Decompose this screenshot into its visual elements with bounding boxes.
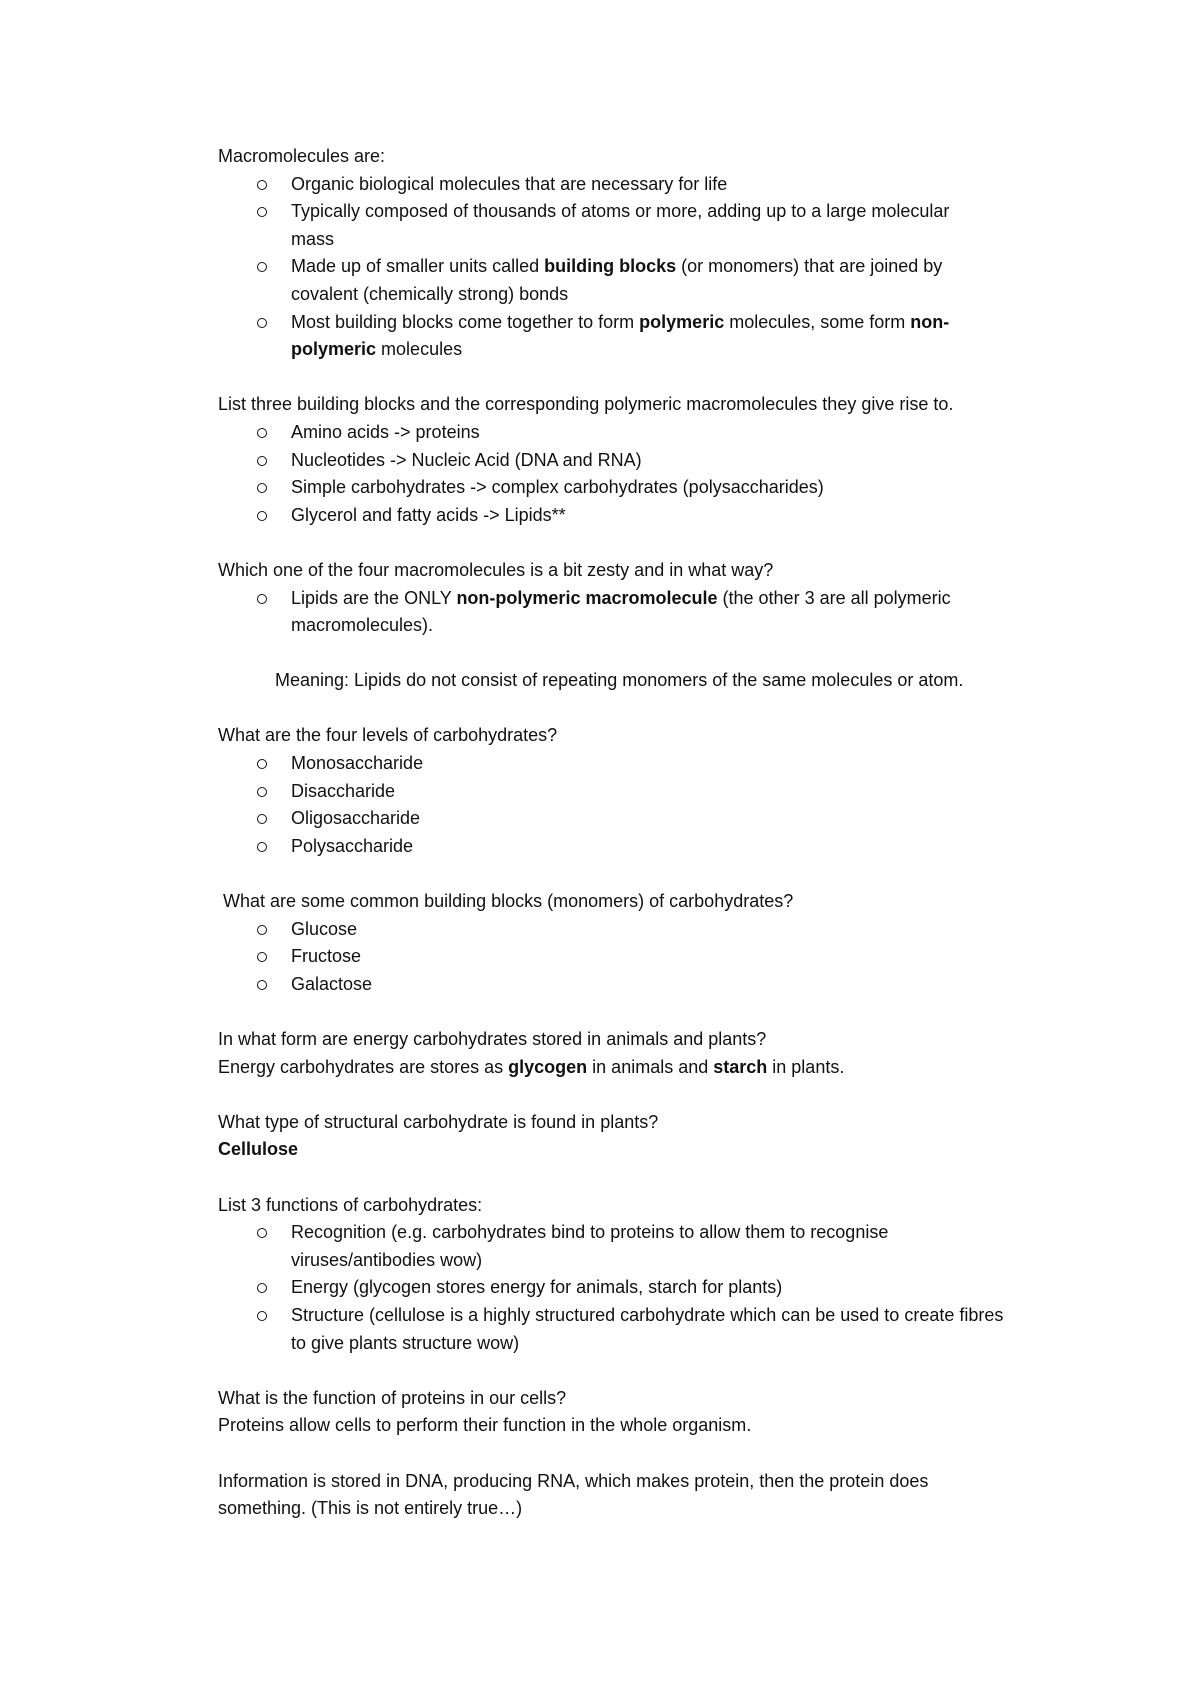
circle-bullet-icon bbox=[257, 511, 267, 521]
circle-bullet-icon bbox=[257, 207, 267, 217]
circle-bullet-icon bbox=[257, 980, 267, 990]
circle-bullet-icon bbox=[257, 262, 267, 272]
circle-bullet-icon bbox=[257, 456, 267, 466]
list-item: Most building blocks come together to form polymeric molecules, some form non-polymeric molecules bbox=[218, 309, 1003, 364]
list-item: Simple carbohydrates -> complex carbohydrates (polysaccharides) bbox=[218, 474, 1098, 502]
list-item: Disaccharide bbox=[218, 778, 1098, 806]
meaning-note: Meaning: Lipids do not consist of repeating monomers of the same molecules or atom. bbox=[275, 670, 964, 691]
list-item: Energy (glycogen stores energy for animals, starch for plants) bbox=[218, 1274, 1098, 1302]
heading-energy-storage: In what form are energy carbohydrates stored in animals and plants? bbox=[218, 1029, 767, 1049]
answer-structural-carbohydrate: Cellulose bbox=[218, 1139, 299, 1160]
list-item: Typically composed of thousands of atoms or more, adding up to a large molecular mass bbox=[218, 198, 991, 253]
circle-bullet-icon bbox=[257, 1283, 267, 1293]
heading-macromolecules: Macromolecules are: bbox=[218, 146, 386, 166]
circle-bullet-icon bbox=[257, 787, 267, 797]
heading-carbohydrate-monomers: What are some common building blocks (monomers) of carbohydrates? bbox=[223, 891, 794, 912]
circle-bullet-icon bbox=[257, 594, 267, 604]
circle-bullet-icon bbox=[257, 428, 267, 438]
list-item: Made up of smaller units called building blocks (or monomers) that are joined by covalent (chemically strong) bonds bbox=[218, 253, 991, 308]
list-item: Organic biological molecules that are necessary for life bbox=[218, 171, 1098, 199]
circle-bullet-icon bbox=[257, 814, 267, 824]
list-item: Amino acids -> proteins bbox=[218, 419, 1098, 447]
heading-protein-function: What is the function of proteins in our cells? bbox=[218, 1387, 567, 1408]
list-item: Fructose bbox=[218, 943, 1098, 971]
building-blocks-list bbox=[218, 419, 1098, 529]
list-item: Monosaccharide bbox=[218, 750, 1098, 778]
macromolecules-list bbox=[218, 171, 1098, 364]
list-item: Galactose bbox=[218, 971, 1098, 999]
circle-bullet-icon bbox=[257, 842, 267, 852]
document-page bbox=[218, 143, 1098, 1523]
circle-bullet-icon bbox=[257, 952, 267, 962]
list-item: Nucleotides -> Nucleic Acid (DNA and RNA) bbox=[218, 447, 1098, 475]
zesty-list bbox=[218, 585, 1098, 640]
carbohydrate-functions-list bbox=[218, 1219, 1098, 1357]
list-item: Polysaccharide bbox=[218, 833, 1098, 861]
heading-building-blocks: List three building blocks and the corresponding polymeric macromolecules they give rise to. bbox=[218, 394, 954, 415]
carbohydrate-monomers-list bbox=[218, 916, 1098, 999]
heading-structural-carbohydrate: What type of structural carbohydrate is found in plants? bbox=[218, 1111, 659, 1132]
circle-bullet-icon bbox=[257, 1311, 267, 1321]
list-item: Oligosaccharide bbox=[218, 805, 1098, 833]
circle-bullet-icon bbox=[257, 759, 267, 769]
heading-zesty-macromolecule: Which one of the four macromolecules is a bit zesty and in what way? bbox=[218, 559, 774, 580]
heading-carbohydrate-functions: List 3 functions of carbohydrates: bbox=[218, 1194, 483, 1215]
list-item: Structure (cellulose is a highly structured carbohydrate which can be used to create fibres to give plants structure wow) bbox=[218, 1302, 1016, 1357]
answer-protein-function: Proteins allow cells to perform their function in the whole organism. bbox=[218, 1415, 752, 1436]
circle-bullet-icon bbox=[257, 925, 267, 935]
heading-carbohydrate-levels: What are the four levels of carbohydrates? bbox=[218, 725, 558, 746]
closing-paragraph: Information is stored in DNA, producing RNA, which makes protein, then the protein does something. (This is not entirely true…) bbox=[218, 1470, 929, 1519]
circle-bullet-icon bbox=[257, 1228, 267, 1238]
list-item: Glucose bbox=[218, 916, 1098, 944]
list-item: Recognition (e.g. carbohydrates bind to proteins to allow them to recognise viruses/antibodies wow) bbox=[218, 1219, 991, 1274]
carbohydrate-levels-list bbox=[218, 750, 1098, 860]
circle-bullet-icon bbox=[257, 483, 267, 493]
circle-bullet-icon bbox=[257, 180, 267, 190]
circle-bullet-icon bbox=[257, 318, 267, 328]
answer-energy-storage: Energy carbohydrates are stores as glycogen in animals and starch in plants. bbox=[218, 1056, 845, 1077]
list-item: Glycerol and fatty acids -> Lipids** bbox=[218, 502, 1098, 530]
list-item: Lipids are the ONLY non-polymeric macromolecule (the other 3 are all polymeric macromolecules). bbox=[218, 585, 991, 640]
